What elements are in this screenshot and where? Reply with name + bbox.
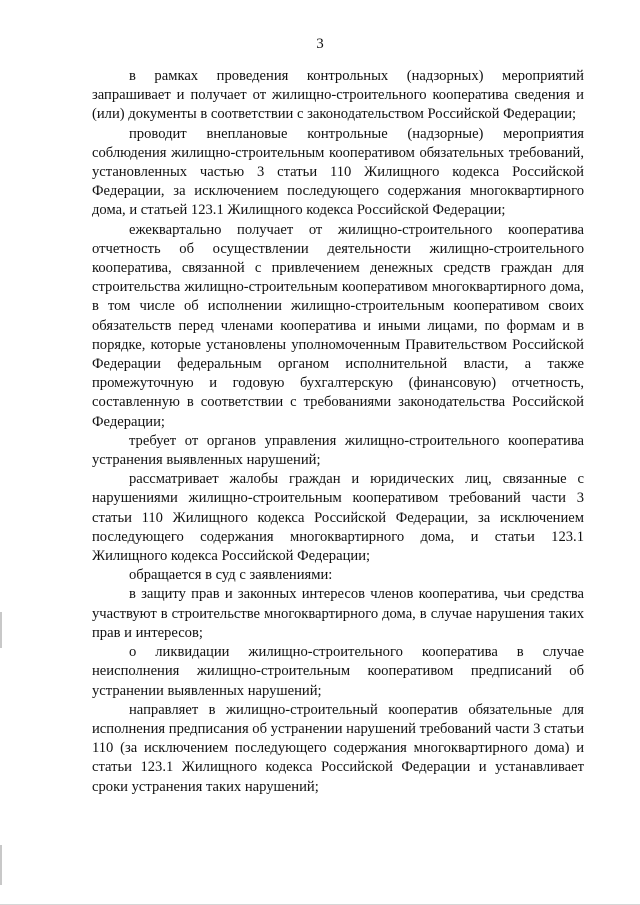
scan-edge-mark (0, 612, 2, 648)
paragraph-quarterly-reporting: ежеквартально получает от жилищно-строительного кооператива отчетность об осуществлении деятельности жилищно-строительного кооператива, связанной с привлечением денежных средств граждан для строительства жилищно-строительным кооперативом многоквартирного дома, в том числе об исполнении жилищно-строительным кооперативом своих обязательств перед членами кооператива и иными лицами, по формам и в порядке, которые установлены уполномоченным Правительством Российской Федерации федеральным органом исполнительной власти, а также промежуточную и годовую бухгалтерскую (финансовую) отчетность, составленную в соответствии с требованиями законодательства Российской Федерации; (92, 221, 584, 430)
page-number: 3 (316, 36, 324, 52)
scan-edge-mark (0, 845, 2, 885)
paragraph-liquidation: о ликвидации жилищно-строительного кооператива в случае неисполнения жилищно-строительным кооперативом предписаний об устранении выявленных нарушений; (92, 644, 584, 699)
paragraph-request-information: в рамках проведения контрольных (надзорных) мероприятий запрашивает и получает от жилищно-строительного кооператива сведения и (или) документы в соответствии с законодательством Российской Федерации; (92, 68, 584, 123)
paragraph-require-elimination: требует от органов управления жилищно-строительного кооператива устранения выявленных нарушений; (92, 432, 584, 469)
paragraph-complaints: рассматривает жалобы граждан и юридических лиц, связанные с нарушениями жилищно-строительным кооперативом требований части 3 статьи 110 Жилищного кодекса Российской Федерации, за исключением последующего содержания многоквартирного дома, и статьи 123.1 Жилищного кодекса Российской Федерации; (92, 471, 584, 565)
paragraph-protect-member-rights: в защиту прав и законных интересов членов кооператива, чьи средства участвуют в строительстве многоквартирного дома, в случае нарушения таких прав и интересов; (92, 586, 584, 641)
paragraph-court-applications: обращается в суд с заявлениями: (129, 567, 333, 584)
paragraph-binding-orders: направляет в жилищно-строительный кооператив обязательные для исполнения предписания об устранении нарушений требований части 3 статьи 110 (за исключением последующего содержания многоквартирного дома) и статьи 123.1 Жилищного кодекса Российской Федерации и устанавливает сроки устранения таких нарушений; (92, 701, 584, 795)
document-body (92, 67, 584, 797)
paragraph-unscheduled-inspections: проводит внеплановые контрольные (надзорные) мероприятия соблюдения жилищно-строительным кооперативом обязательных требований, установленных частью 3 статьи 110 Жилищного кодекса Российской Федерации, за исключением последующего содержания многоквартирного дома, и статьей 123.1 Жилищного кодекса Российской Федерации; (92, 125, 584, 219)
